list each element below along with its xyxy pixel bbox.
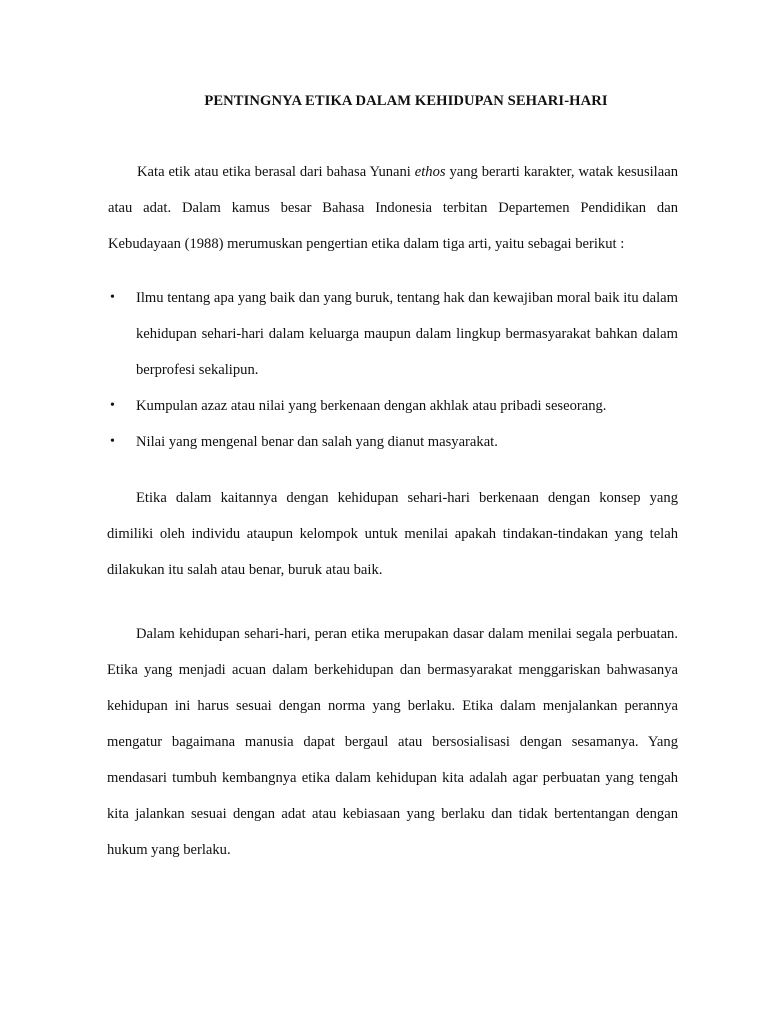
bullet-item-text: Kumpulan azaz atau nilai yang berkenaan dengan akhlak atau pribadi seseorang. xyxy=(136,398,607,414)
paragraph-etymology xyxy=(108,154,678,262)
bullet-item-text: Ilmu tentang apa yang baik dan yang buruk, tentang hak dan kewajiban moral baik itu dalam kehidupan sehari-hari dalam keluarga maupun dalam lingkup bermasyarakat bahkan dalam berprofesi sekalipun. xyxy=(136,290,678,378)
paragraph-ethics-daily-life-text: Etika dalam kaitannya dengan kehidupan sehari-hari berkenaan dengan konsep yang dimiliki oleh individu ataupun kelompok untuk menilai apakah tindakan-tindakan yang telah dilakukan itu salah atau benar, buruk atau baik. xyxy=(107,490,678,578)
bullet-item xyxy=(108,388,678,424)
bullet-item-text: Nilai yang mengenal benar dan salah yang dianut masyarakat. xyxy=(136,434,498,450)
bullet-item xyxy=(108,424,678,460)
paragraph-role-of-ethics-text: Dalam kehidupan sehari-hari, peran etika merupakan dasar dalam menilai segala perbuatan. Etika yang menjadi acuan dalam berkehidupan dan bermasyarakat menggariskan bahwasanya kehidupan ini harus sesuai dengan norma yang berlaku. Etika dalam menjalankan perannya mengatur bagaimana manusia dapat bergaul atau bersosialisasi dengan sesamanya. Yang mendasari tumbuh kembangnya etika dalam kehidupan kita adalah agar perbuatan yang tengah kita jalankan sesuai dengan adat atau kebiasaan yang berlaku dan tidak bertentangan dengan hukum yang berlaku. xyxy=(107,626,678,858)
paragraph-role-of-ethics xyxy=(107,616,678,868)
bullet-icon: • xyxy=(110,290,115,305)
paragraph-etymology-text-end: yang berarti karakter, watak kesusilaan atau adat. Dalam kamus besar Bahasa Indonesia terbitan Departemen Pendidikan dan Kebudayaan (1988) merumuskan pengertian etika dalam tiga arti, yaitu sebagai berikut : xyxy=(108,164,678,252)
paragraph-etymology-text-start: Kata etik atau etika berasal dari bahasa Yunani xyxy=(137,164,415,180)
bullet-item xyxy=(108,280,678,388)
document-title: PENTINGNYA ETIKA DALAM KEHIDUPAN SEHARI-HARI xyxy=(204,93,608,109)
bullet-icon: • xyxy=(110,398,115,413)
bullet-icon: • xyxy=(110,434,115,449)
paragraph-ethics-daily-life xyxy=(107,480,678,588)
italic-term-ethos: ethos xyxy=(414,164,446,180)
definition-bullet-list xyxy=(108,280,678,460)
